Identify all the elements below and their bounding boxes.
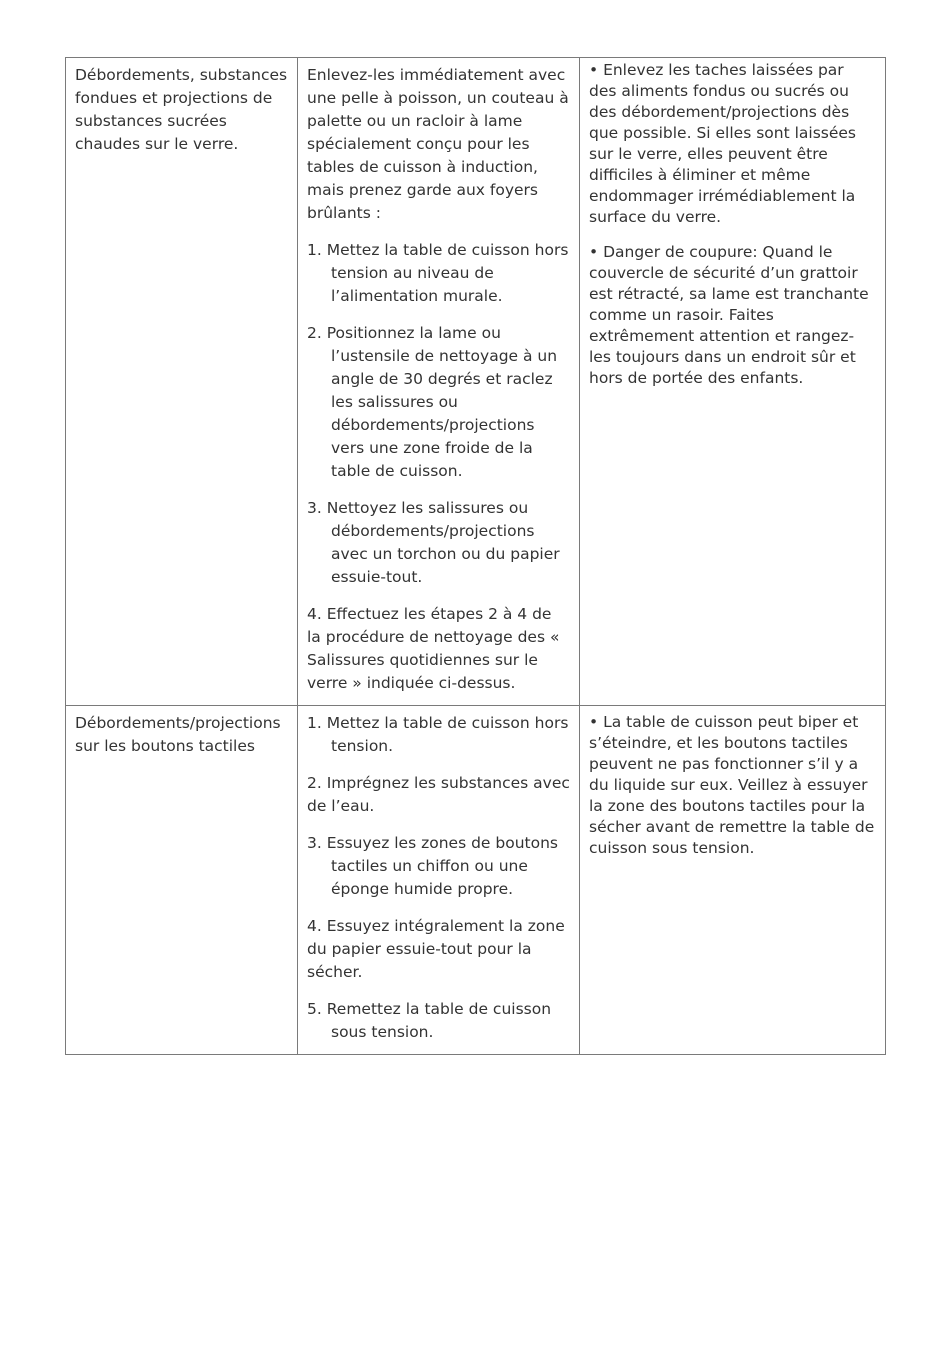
procedure-step: 4. Effectuez les étapes 2 à 4 de la procédure de nettoyage des « Salissures quotidiennes sur le verre » indiquée ci-dessus. [307,605,560,692]
procedure-intro: Enlevez-les immédiatement avec une pelle à poisson, un couteau à palette ou un racloir à lame spécialement conçu pour les tables de cuisson à induction, mais prenez garde aux foyers brûlants : [307,66,569,222]
note-item: • Enlevez les taches laissées par des aliments fondus ou sucrés ou des débordement/projections dès que possible. Si elles sont laissées sur le verre, elles peuvent être difficiles à éliminer et même endommager irrémédiablement la surface du verre. [589,61,856,226]
procedure-cell [298,706,580,1055]
situation-cell [66,706,298,1055]
procedure-step: 3. Nettoyez les salissures ou débordements/projections avec un torchon ou du papier essuie-tout. [307,499,560,586]
notes-cell [580,706,886,1055]
table-row [66,706,886,1055]
cleaning-table [65,57,886,1055]
table-row [66,58,886,706]
situation-cell [66,58,298,706]
procedure-cell [298,58,580,706]
procedure-step: 1. Mettez la table de cuisson hors tension. [307,714,569,755]
situation-text: Débordements, substances fondues et projections de substances sucrées chaudes sur le verre. [75,66,288,153]
notes-cell [580,58,886,706]
procedure-step: 1. Mettez la table de cuisson hors tension au niveau de l’alimentation murale. [307,241,569,305]
procedure-step: 4. Essuyez intégralement la zone du papier essuie-tout pour la sécher. [307,917,565,981]
procedure-step: 5. Remettez la table de cuisson sous tension. [307,1000,552,1041]
note-item: • Danger de coupure: Quand le couvercle de sécurité d’un grattoir est rétracté, sa lame est tranchante comme un rasoir. Faites extrêmement attention et rangez-les toujours dans un endroit sûr et hors de portée des enfants. [589,243,869,387]
procedure-step: 2. Imprégnez les substances avec de l’eau. [307,774,570,815]
situation-text: Débordements/projections sur les boutons tactiles [75,714,281,755]
procedure-step: 2. Positionnez la lame ou l’ustensile de nettoyage à un angle de 30 degrés et raclez les salissures ou débordements/projections vers une zone froide de la table de cuisson. [307,324,558,480]
note-item: • La table de cuisson peut biper et s’éteindre, et les boutons tactiles peuvent ne pas fonctionner s’il y a du liquide sur eux. Veillez à essuyer la zone des boutons tactiles pour la sécher avant de remettre la table de cuisson sous tension. [589,713,875,857]
procedure-step: 3. Essuyez les zones de boutons tactiles un chiffon ou une éponge humide propre. [307,834,558,898]
